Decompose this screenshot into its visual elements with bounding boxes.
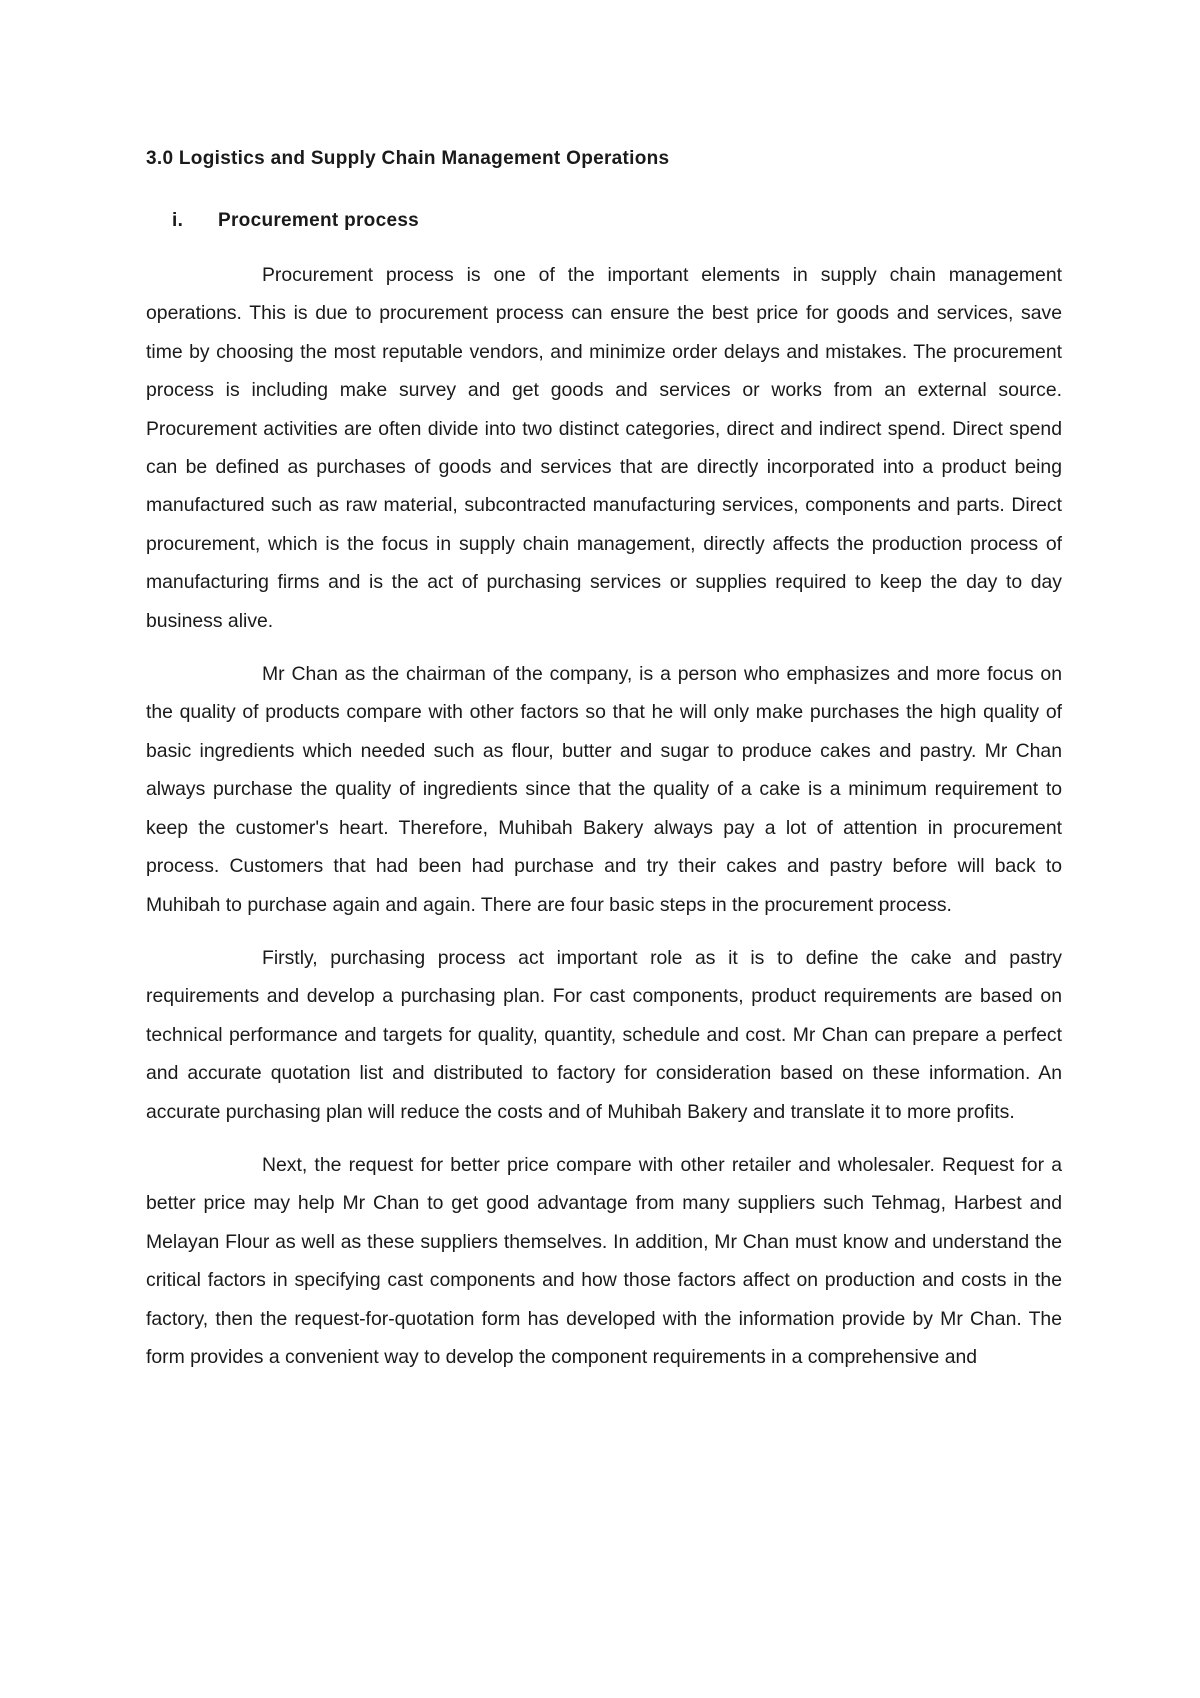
paragraph-purchasing-plan: Firstly, purchasing process act important role as it is to define the cake and pastry requirements and develop a purchasing plan. For cast components, product requirements are based on technical performance and targets for quality, quantity, schedule and cost. Mr Chan can prepare a perfect and accurate quotation list and distributed to factory for consideration based on these information. An accurate purchasing plan will reduce the costs and of Muhibah Bakery and translate it to more profits. (146, 946, 1062, 1123)
subsection-heading (146, 202, 1062, 240)
document-page (146, 140, 1062, 1391)
paragraph-mr-chan-quality: Mr Chan as the chairman of the company, is a person who emphasizes and more focus on the quality of products compare with other factors so that he will only make purchases the high quality of basic ingredients which needed such as flour, butter and sugar to produce cakes and pastry. Mr Chan always purchase the quality of ingredients since that the quality of a cake is a minimum requirement to keep the customer's heart. Therefore, Muhibah Bakery always pay a lot of attention in procurement process. Customers that had been had purchase and try their cakes and pastry before will back to Muhibah to purchase again and again. There are four basic steps in the procurement process. (146, 663, 1062, 916)
paragraph-request-better-price: Next, the request for better price compare with other retailer and wholesaler. Request for a better price may help Mr Chan to get good advantage from many suppliers such Tehmag, Harbest and Melayan Flour as well as these suppliers themselves. In addition, Mr Chan must know and understand the critical factors in specifying cast components and how those factors affect on production and costs in the factory, then the request-for-quotation form has developed with the information provide by Mr Chan. The form provides a convenient way to develop the component requirements in a comprehensive and (146, 1153, 1062, 1368)
section-heading: 3.0 Logistics and Supply Chain Management Operations (146, 148, 670, 169)
paragraph-procurement-intro: Procurement process is one of the important elements in supply chain management operations. This is due to procurement process can ensure the best price for goods and services, save time by choosing the most reputable vendors, and minimize order delays and mistakes. The procurement process is including make survey and get goods and services or works from an external source. Procurement activities are often divide into two distinct categories, direct and indirect spend. Direct spend can be defined as purchases of goods and services that are directly incorporated into a product being manufactured such as raw material, subcontracted manufacturing services, components and parts. Direct procurement, which is the focus in supply chain management, directly affects the production process of manufacturing firms and is the act of purchasing services or supplies required to keep the day to day business alive. (146, 264, 1062, 632)
subsection-numeral: i. (172, 210, 184, 231)
subsection-title: Procurement process (218, 210, 420, 231)
